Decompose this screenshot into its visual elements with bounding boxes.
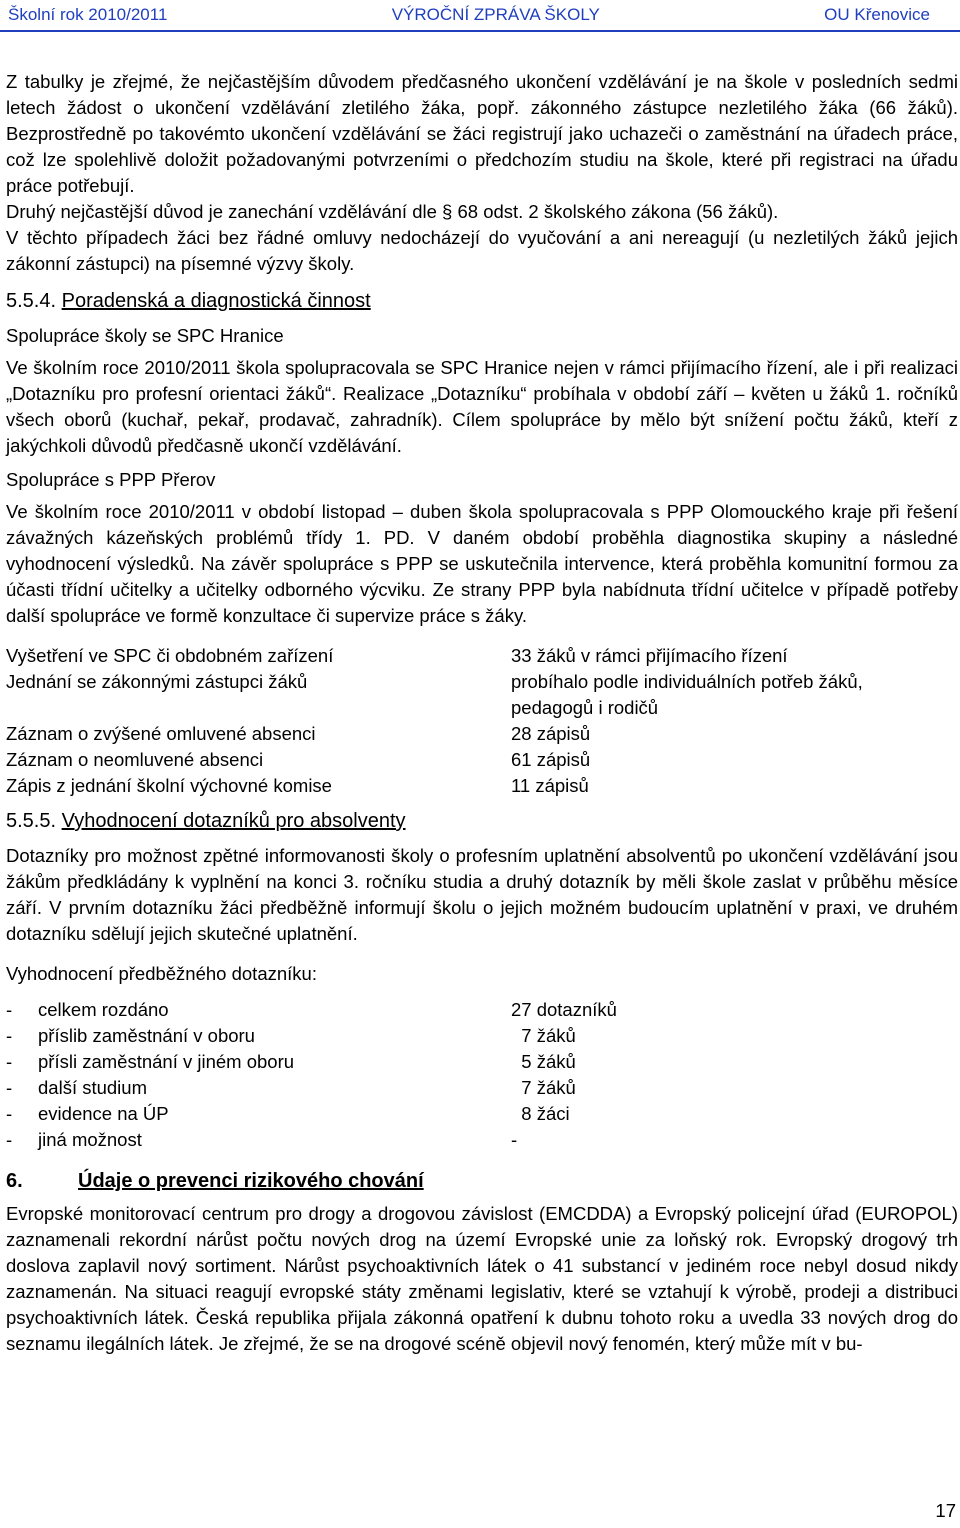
section-title: Vyhodnocení dotazníků pro absolventy [61, 810, 406, 832]
list-item [6, 1075, 958, 1101]
list-dash: - [6, 999, 13, 1020]
section-title: Údaje o prevenci rizikového chování [78, 1170, 424, 1192]
prevention-paragraph: Evropské monitorovací centrum pro drogy a drogovou závislost (EMCDDA) a Evropský policejní úřad (EUROPOL) zaznamenali rekordní nárůst počtu nových drog na území Evropské unie za loňský rok. Evropský drogový trh doslova zaplavil nový sortiment. Nárůst psychoaktivních látek o 41 substancí v jediném roce nebyl dosud nikdy zaznamenán. Na situaci reagují evropské státy změnami legislativ, které se vztahují k výrobě, prodeji a distribuci psychoaktivních látek. Česká republika přijala zákonná opatření k dubnu tohoto roku a uvedla 33 nových drog do seznamu ilegálních látek. Je zřejmé, že se na drogové scéně objevil nový fenomén, který může mít v bu- [6, 1203, 958, 1354]
paragraph-absence-cases: V těchto případech žáci bez řádné omluvy nedocházejí do vyučování a ani nereagují (u nezletilých žáků jejich zákonní zástupci) na písemné výzvy školy. [6, 227, 958, 274]
list-item [6, 1101, 958, 1127]
survey-heading: Vyhodnocení předběžného dotazníku: [6, 963, 317, 984]
page-header [8, 4, 930, 30]
section-heading-5-5-4 [6, 287, 958, 315]
list-dash: - [6, 1025, 13, 1046]
list-item [6, 1023, 958, 1049]
section-title: Poradenská a diagnostická činnost [61, 290, 371, 312]
header-school-name: OU Křenovice [824, 5, 930, 24]
list-item [6, 1049, 958, 1075]
activities-table [6, 643, 958, 799]
section-number: 6. [6, 1170, 23, 1192]
list-value: 8 žáci [511, 1103, 570, 1124]
activity-value: pedagogů i rodičů [511, 697, 659, 718]
header-rule [0, 30, 960, 32]
list-label: přísli zaměstnání v jiném oboru [38, 1051, 295, 1072]
section-number: 5.5.4. [6, 290, 57, 312]
list-item [6, 1127, 958, 1153]
activity-label: Záznam o neomluvené absenci [6, 749, 264, 770]
activity-value: 11 zápisů [511, 775, 589, 796]
activity-value: probíhalo podle individuálních potřeb žáků, [511, 671, 863, 692]
ppp-heading: Spolupráce s PPP Přerov [6, 469, 216, 490]
activity-value: 28 zápisů [511, 723, 591, 744]
activity-label: Záznam o zvýšené omluvené absenci [6, 723, 316, 744]
list-value: - [511, 1129, 518, 1150]
list-value: 7 žáků [511, 1077, 576, 1098]
ppp-paragraph: Ve školním roce 2010/2011 v období listopad – duben škola spolupracovala s PPP Olomouckého kraje při řešení závažných kázeňských problémů třídy 1. PD. V daném období proběhla diagnostika skupiny a následné vyhodnocení výsledků. Na závěr spolupráce s PPP se uskutečnila intervence, která proběhla komunitní formou za účasti třídní učitelky a učitelky odborného výcviku. Ze strany PPP byla nabídnuta třídní učitelce v případě potřeby další spolupráce ve formě konzultace či supervize práce s žáky. [6, 501, 958, 626]
list-dash: - [6, 1051, 13, 1072]
list-value: 27 dotazníků [511, 999, 617, 1020]
activity-value: 33 žáků v rámci přijímacího řízení [511, 645, 788, 666]
list-label: jiná možnost [38, 1129, 142, 1150]
spc-paragraph: Ve školním roce 2010/2011 škola spolupracovala se SPC Hranice nejen v rámci přijímacího řízení, ale i při realizaci „Dotazníku pro profesní orientaci žáků“. Realizace „Dotazníku“ probíhala v období září – květen u žáků 1. ročníků všech oborů (kuchař, pekař, prodavač, zahradník). Cílem spolupráce by mělo být snížení počtu žáků, kteří z jakýchkoli důvodů předčasně ukončí vzdělávání. [6, 357, 958, 456]
list-value: 5 žáků [511, 1051, 576, 1072]
list-dash: - [6, 1077, 13, 1098]
header-school-year: Školní rok 2010/2011 [8, 5, 168, 24]
activity-label [6, 695, 511, 721]
activity-label: Jednání se zákonnými zástupci žáků [6, 671, 308, 692]
activity-label: Vyšetření ve SPC či obdobném zařízení [6, 645, 334, 666]
activity-label: Zápis z jednání školní výchovné komise [6, 775, 332, 796]
activity-value: 61 zápisů [511, 749, 591, 770]
list-label: evidence na ÚP [38, 1103, 169, 1124]
list-label: celkem rozdáno [38, 999, 169, 1020]
section-heading-5-5-5 [6, 807, 958, 835]
spc-heading: Spolupráce školy se SPC Hranice [6, 325, 284, 346]
list-value: 7 žáků [511, 1025, 576, 1046]
paragraph-termination-reasons: Z tabulky je zřejmé, že nejčastějším důvodem předčasného ukončení vzdělávání je na škole v posledních sedmi letech žádost o ukončení vzdělávání zletilého žáka, popř. zákonného zástupce nezletilého žáka (66 žáků). Bezprostředně po takovémto ukončení vzdělávání se žáci registrují jako uchazeči o zaměstnání na úřadech práce, což lze spolehlivě doložit požadovanými potvrzeními o předchozím studiu na škole, které při registraci na úřadu práce potřebují. [6, 71, 958, 196]
list-dash: - [6, 1103, 13, 1124]
list-label: příslib zaměstnání v oboru [38, 1025, 255, 1046]
section-heading-6 [6, 1167, 958, 1195]
paragraph-second-reason: Druhý nejčastější důvod je zanechání vzdělávání dle § 68 odst. 2 školského zákona (56 žáků). [6, 201, 779, 222]
list-label: další studium [38, 1077, 147, 1098]
section-number: 5.5.5. [6, 810, 57, 832]
list-dash: - [6, 1129, 13, 1150]
page-content [6, 69, 958, 1357]
header-report-title: VÝROČNÍ ZPRÁVA ŠKOLY [391, 5, 600, 24]
page-number: 17 [935, 1500, 956, 1521]
survey-list [6, 997, 958, 1153]
survey-paragraph: Dotazníky pro možnost zpětné informovanosti školy o profesním uplatnění absolventů po ukončení vzdělávání jsou žákům předkládány k vyplnění na konci 3. ročníku studia a druhý dotazník by měli škole zaslat v průběhu měsíce září. V prvním dotazníku žáci předběžně informují školu o jejich možném budoucím uplatnění v praxi, ve druhém dotazníku sdělují jejich skutečné uplatnění. [6, 845, 958, 944]
list-item [6, 997, 958, 1023]
